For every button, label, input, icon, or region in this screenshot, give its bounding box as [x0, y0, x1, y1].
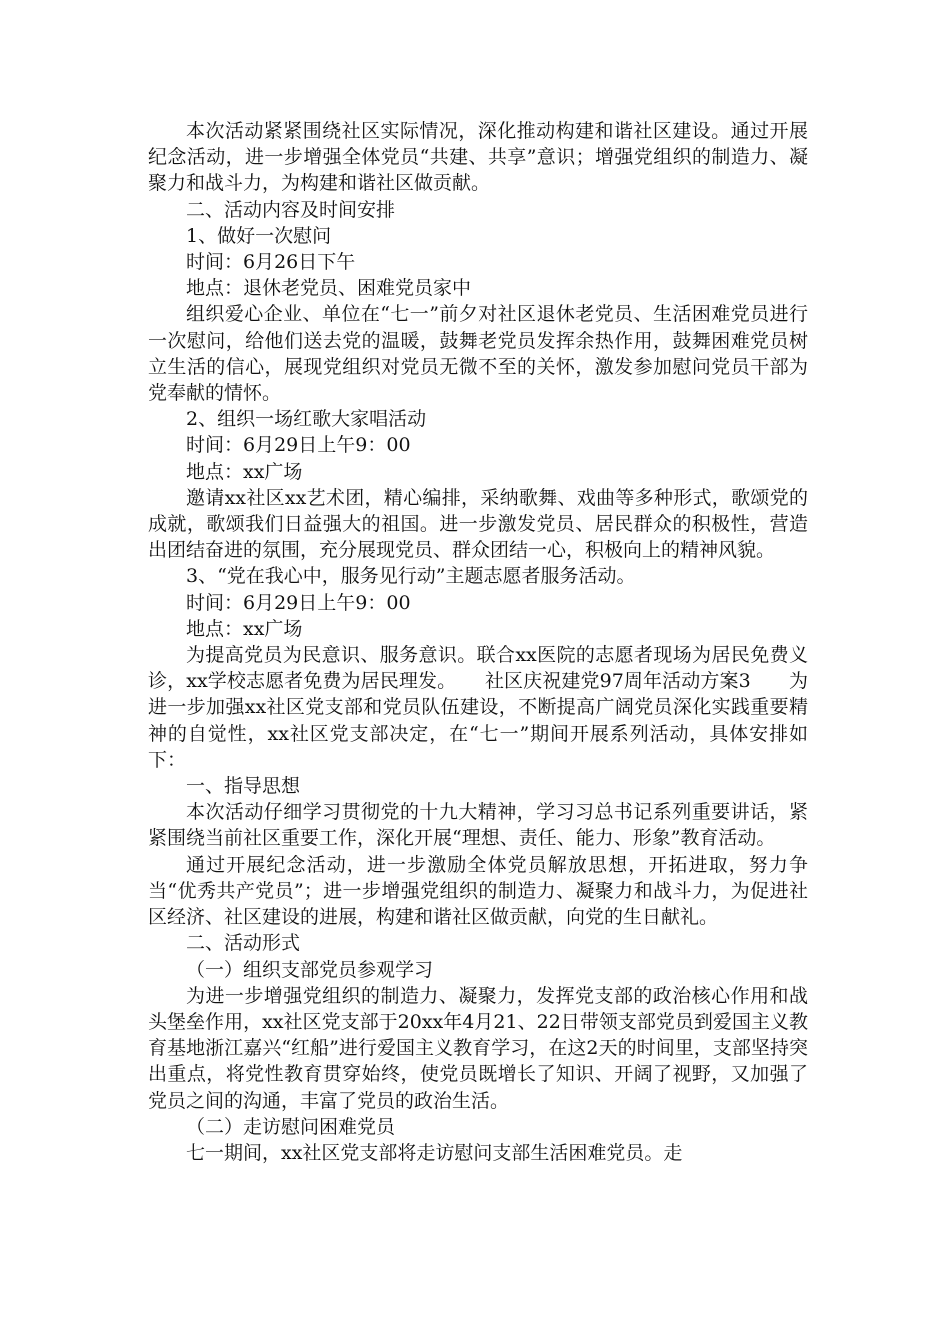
item-heading: （二）走访慰问困难党员	[186, 1115, 396, 1138]
section-heading: 二、活动形式	[186, 932, 301, 955]
paragraph: 为提高党员为民意识、服务意识。联合xx医院的志愿者现场为居民免费义诊，xx学校志愿者免费为居民理发。 社区庆祝建党97周年活动方案3 为进一步加强xx社区党支部和党员队伍建设，不断提高广阔党员深化实践重要精神的自觉性，xx社区党支部决定，在“七一”期间开展系列活动，具体安排如下：	[148, 644, 808, 771]
paragraph: 时间：6月26日下午	[186, 251, 356, 274]
paragraph: 地点：xx广场	[186, 617, 303, 640]
item-heading: （一）组织支部党员参观学习	[186, 958, 434, 981]
item-heading: 1、做好一次慰问	[186, 224, 332, 247]
paragraph: 通过开展纪念活动，进一步激励全体党员解放思想，开拓进取，努力争当“优秀共产党员”；进一步增强党组织的制造力、凝聚力和战斗力，为促进社区经济、社区建设的进展，构建和谐社区做贡献，向党的生日献礼。	[148, 853, 808, 929]
paragraph: 邀请xx社区xx艺术团，精心编排，采纳歌舞、戏曲等多种形式，歌颂党的成就，歌颂我们日益强大的祖国。进一步激发党员、居民群众的积极性，营造出团结奋进的氛围，充分展现党员、群众团结一心，积极向上的精神风貌。	[148, 486, 808, 562]
paragraph: 为进一步增强党组织的制造力、凝聚力，发挥党支部的政治核心作用和战头堡垒作用，xx社区党支部于20xx年4月21、22日带领支部党员到爱国主义教育基地浙江嘉兴“红船”进行爱国主义教育学习，在这2天的时间里，支部坚持突出重点，将党性教育贯穿始终，使党员既增长了知识、开阔了视野，又加强了党员之间的沟通，丰富了党员的政治生活。	[148, 984, 808, 1112]
paragraph: 时间：6月29日上午9：00	[186, 434, 411, 457]
paragraph: 地点：退休老党员、困难党员家中	[186, 277, 472, 300]
item-heading: 2、组织一场红歌大家唱活动	[186, 408, 427, 431]
paragraph: 地点：xx广场	[186, 460, 303, 483]
item-heading: 3、“党在我心中，服务见行动”主题志愿者服务活动。	[186, 565, 636, 588]
paragraph: 时间：6月29日上午9：00	[186, 591, 411, 614]
document-body	[148, 118, 808, 1166]
paragraph: 组织爱心企业、单位在“七一”前夕对社区退休老党员、生活困难党员进行一次慰问，给他们送去党的温暖，鼓舞老党员发挥余热作用，鼓舞困难党员树立生活的信心，展现党组织对党员无微不至的关怀，激发参加慰问党员干部为党奉献的情怀。	[148, 303, 808, 405]
paragraph: 本次活动仔细学习贯彻党的十九大精神，学习习总书记系列重要讲话，紧紧围绕当前社区重要工作，深化开展“理想、责任、能力、形象”教育活动。	[148, 801, 808, 850]
section-heading: 二、活动内容及时间安排	[186, 198, 396, 221]
paragraph: 本次活动紧紧围绕社区实际情况，深化推动构建和谐社区建设。通过开展纪念活动，进一步增强全体党员“共建、共享”意识；增强党组织的制造力、凝聚力和战斗力，为构建和谐社区做贡献。	[148, 120, 808, 195]
section-heading: 一、指导思想	[186, 775, 301, 798]
paragraph: 七一期间，xx社区党支部将走访慰问支部生活困难党员。走	[186, 1141, 683, 1164]
